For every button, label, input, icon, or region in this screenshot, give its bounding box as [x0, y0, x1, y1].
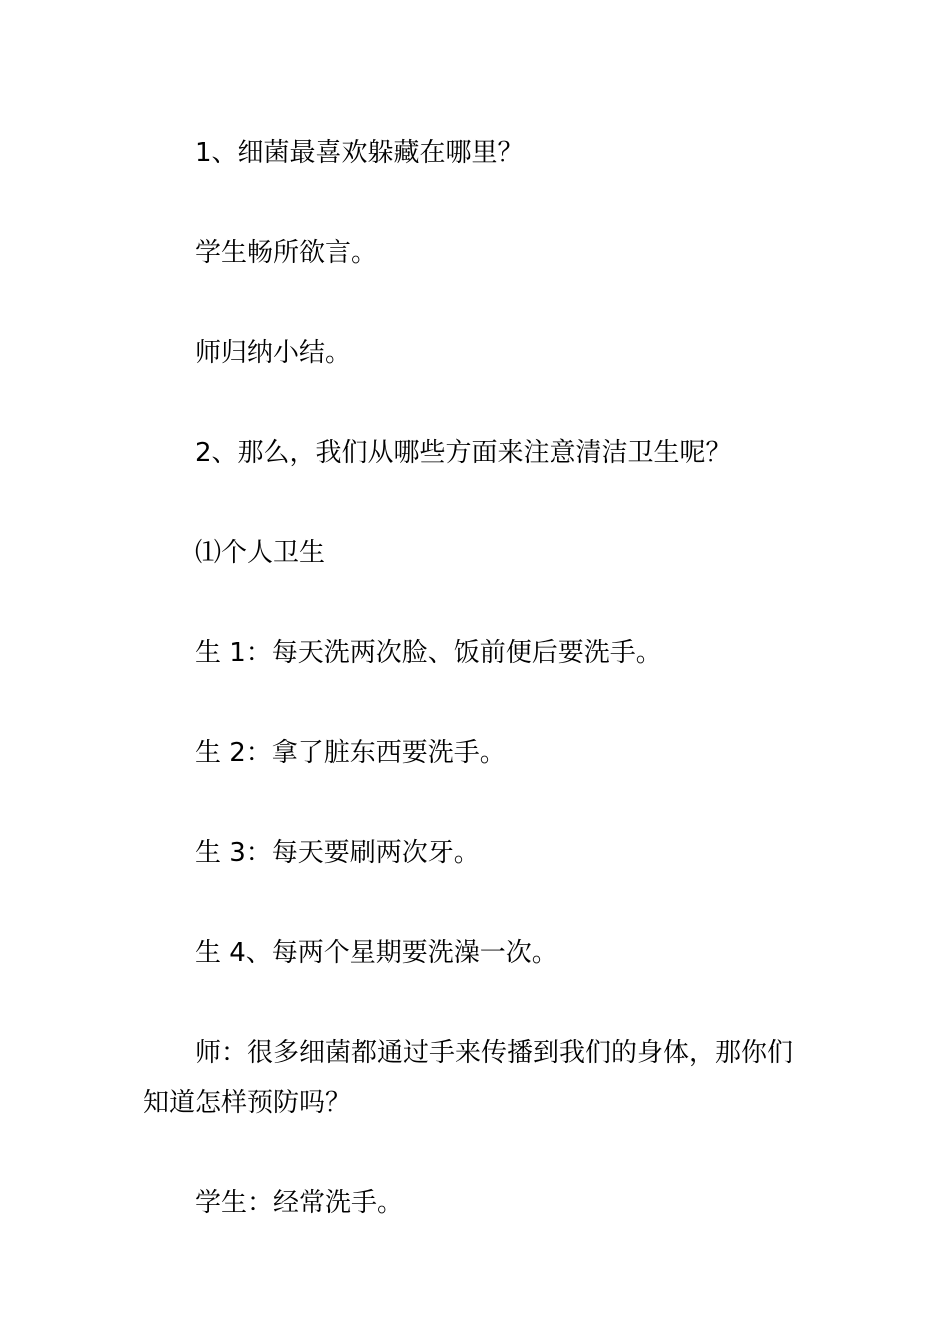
student-answer-2: 生 2：拿了脏东西要洗手。 [195, 738, 506, 768]
student-response-note: 学生畅所欲言。 [195, 238, 378, 268]
student-reply: 学生：经常洗手。 [195, 1188, 404, 1218]
section-personal-hygiene: ⑴个人卫生 [195, 538, 326, 568]
question-1: 1、细菌最喜欢躲藏在哪里？ [195, 138, 524, 168]
question-2: 2、那么，我们从哪些方面来注意清洁卫生呢？ [195, 438, 732, 468]
student-answer-1: 生 1：每天洗两次脸、饭前便后要洗手。 [195, 638, 662, 668]
student-answer-4: 生 4、每两个星期要洗澡一次。 [195, 938, 558, 968]
teacher-summary-note: 师归纳小结。 [195, 338, 352, 368]
student-answer-3: 生 3：每天要刷两次牙。 [195, 838, 480, 868]
document-body [143, 128, 813, 1228]
teacher-question: 师：很多细菌都通过手来传播到我们的身体，那你们知道怎样预防吗？ [143, 1038, 794, 1118]
